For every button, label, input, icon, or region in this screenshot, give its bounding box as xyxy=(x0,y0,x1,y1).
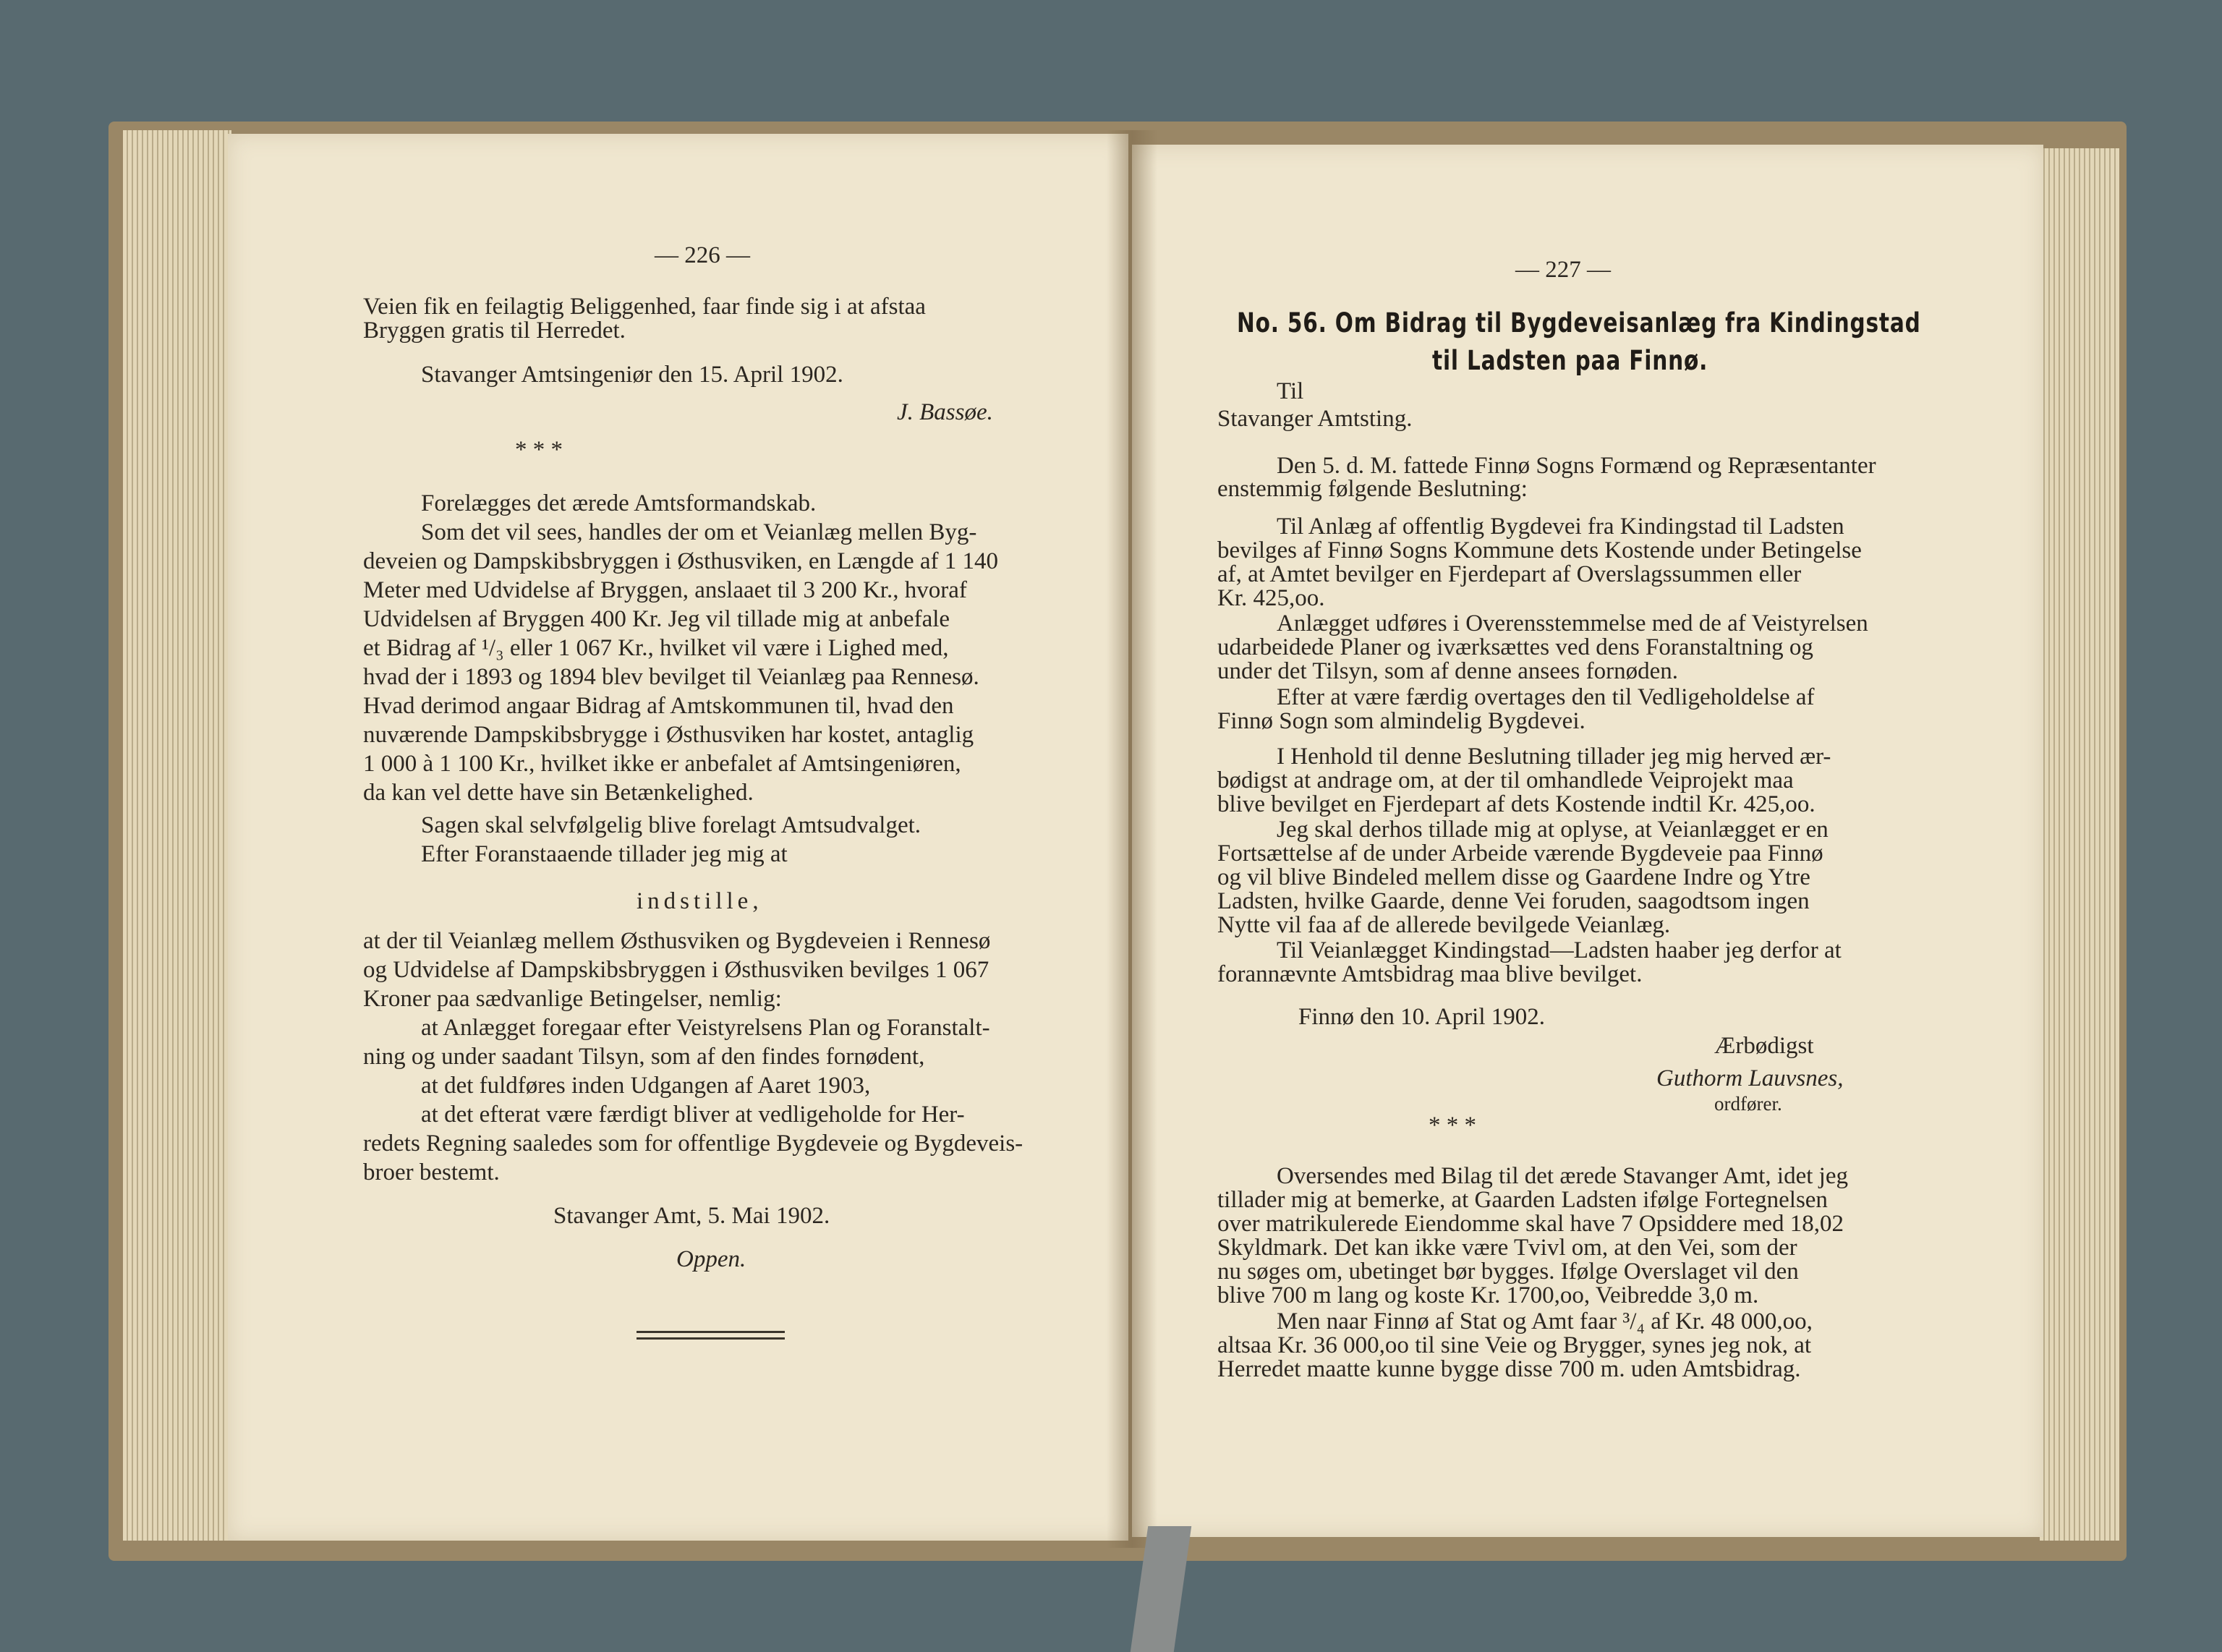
text-line: altsaa Kr. 36 000,oo til sine Veie og Brygger, synes jeg nok, at xyxy=(1217,1332,1812,1358)
text-line: Til xyxy=(1277,378,1304,404)
text-line: udarbeidede Planer og iværksættes ved dens Foranstaltning og xyxy=(1217,634,1813,660)
text-line: og Udvidelse af Dampskibsbryggen i Østhusviken bevilges 1 067 xyxy=(363,957,989,983)
book-gutter xyxy=(1107,130,1157,1548)
proposal-heading: indstille, xyxy=(637,888,763,914)
text-line: Herredet maatte kunne bygge disse 700 m. uden Amtsbidrag. xyxy=(1217,1356,1801,1382)
text-line: Til Veianlægget Kindingstad—Ladsten haaber jeg derfor at xyxy=(1277,937,1842,963)
text-line: og vil blive Bindeled mellem disse og Gaardene Indre og Ytre xyxy=(1217,864,1810,890)
text-line: Skyldmark. Det kan ikke være Tvivl om, at den Vei, som der xyxy=(1217,1235,1797,1261)
text-line: Som det vil sees, handles der om et Veianlæg mellen Byg- xyxy=(421,519,977,545)
text-line: at Anlægget foregaar efter Veistyrelsens Plan og Foranstalt- xyxy=(421,1015,990,1041)
text-line: tillader mig at bemerke, at Gaarden Ladsten ifølge Fortegnelsen xyxy=(1217,1187,1828,1213)
double-rule xyxy=(637,1337,785,1340)
text-line: 1 000 à 1 100 Kr., hvilket ikke er anbefalet af Amtsingeniøren, xyxy=(363,751,961,777)
signature-title: ordfører. xyxy=(1714,1093,1782,1115)
text-line: Udvidelsen af Bryggen 400 Kr. Jeg vil tillade mig at anbefale xyxy=(363,606,950,632)
text-line: at der til Veianlæg mellem Østhusviken og Bygdeveien i Rennesø xyxy=(363,928,991,954)
text-line: Sagen skal selvfølgelig blive forelagt Amtsudvalget. xyxy=(421,812,921,838)
text-line: redets Regning saaledes som for offentlige Bygdeveie og Bygdeveis- xyxy=(363,1131,1023,1157)
section-heading: til Ladsten paa Finnø. xyxy=(1432,345,1708,376)
text-line: over matrikulerede Eiendomme skal have 7 Opsiddere med 18,02 xyxy=(1217,1211,1844,1237)
text-line: da kan vel dette have sin Betænkelighed. xyxy=(363,780,754,806)
text-line: Jeg skal derhos tillade mig at oplyse, at Veianlægget er en xyxy=(1277,817,1829,843)
closing-salutation: Ærbødigst xyxy=(1714,1033,1814,1059)
signature-name: Oppen. xyxy=(676,1246,746,1272)
text-line: bevilges af Finnø Sogns Kommune dets Kostende under Betingelse xyxy=(1217,537,1862,563)
text-line: forannævnte Amtsbidrag maa blive bevilget. xyxy=(1217,961,1643,987)
text-line: Den 5. d. M. fattede Finnø Sogns Formænd og Repræsentanter xyxy=(1277,453,1876,479)
text-line: Finnø Sogn som almindelig Bygdevei. xyxy=(1217,708,1585,734)
text-line: deveien og Dampskibsbryggen i Østhusviken, en Længde af 1 140 xyxy=(363,548,999,574)
text-line: nu søges om, ubetinget bør bygges. Ifølge Overslaget vil den xyxy=(1217,1259,1799,1285)
text-line: Efter Foranstaaende tillader jeg mig at xyxy=(421,841,788,867)
text-line: Anlægget udføres i Overensstemmelse med de af Veistyrelsen xyxy=(1277,610,1868,636)
section-separator: * * * xyxy=(515,437,563,463)
signature-date: Finnø den 10. April 1902. xyxy=(1298,1004,1546,1030)
text-line: Fortsættelse af de under Arbeide værende Bygdeveie paa Finnø xyxy=(1217,840,1823,867)
text-line: enstemmig følgende Beslutning: xyxy=(1217,476,1528,502)
text-line: af, at Amtet bevilger en Fjerdepart af Overslagssummen eller xyxy=(1217,561,1802,587)
text-line: ning og under saadant Tilsyn, som af den findes fornødent, xyxy=(363,1044,925,1070)
text-line: broer bestemt. xyxy=(363,1159,500,1185)
text-line: hvad der i 1893 og 1894 blev bevilget til Veianlæg paa Rennesø. xyxy=(363,664,979,690)
signature-name: Guthorm Lauvsnes, xyxy=(1656,1065,1844,1091)
text-line: Til Anlæg af offentlig Bygdevei fra Kindingstad til Ladsten xyxy=(1277,514,1844,540)
section-separator: * * * xyxy=(1429,1112,1476,1138)
text-line: Men naar Finnø af Stat og Amt faar ³/₄ af Kr. 48 000,oo, xyxy=(1277,1308,1813,1334)
text-line: blive bevilget en Fjerdepart af dets Kostende indtil Kr. 425,oo. xyxy=(1217,791,1816,817)
text-line: bødigst at andrage om, at der til omhandlede Veiprojekt maa xyxy=(1217,767,1794,793)
text-line: Oversendes med Bilag til det ærede Stavanger Amt, idet jeg xyxy=(1277,1163,1848,1189)
signature-name: J. Bassøe. xyxy=(897,399,993,425)
text-line: Bryggen gratis til Herredet. xyxy=(363,318,626,344)
section-heading: No. 56. Om Bidrag til Bygdeveisanlæg fra Kindingstad xyxy=(1237,307,1921,339)
text-line: Efter at være færdig overtages den til Vedligeholdelse af xyxy=(1277,684,1815,710)
text-line: Forelægges det ærede Amtsformandskab. xyxy=(421,490,817,516)
text-line: blive 700 m lang og koste Kr. 1700,oo, Veibredde 3,0 m. xyxy=(1217,1282,1759,1308)
page-edges-left xyxy=(123,130,231,1541)
text-line: Stavanger Amtsting. xyxy=(1217,406,1413,432)
signature-date: Stavanger Amtsingeniør den 15. April 1902. xyxy=(421,362,843,388)
text-line: Veien fik en feilagtig Beliggenhed, faar finde sig i at afstaa xyxy=(363,294,926,320)
page-number-227: — 227 — xyxy=(1515,257,1611,283)
text-line: I Henhold til denne Beslutning tillader jeg mig herved ær- xyxy=(1277,744,1831,770)
text-line: Meter med Udvidelse af Bryggen, anslaaet til 3 200 Kr., hvoraf xyxy=(363,577,967,603)
signature-date: Stavanger Amt, 5. Mai 1902. xyxy=(553,1203,830,1229)
text-line: at det fuldføres inden Udgangen af Aaret 1903, xyxy=(421,1073,871,1099)
text-line: Hvad derimod angaar Bidrag af Amtskommunen til, hvad den xyxy=(363,693,954,719)
text-line: Kr. 425,oo. xyxy=(1217,585,1325,611)
text-line: Ladsten, hvilke Gaarde, denne Vei foruden, saagodtsom ingen xyxy=(1217,888,1810,914)
text-line: et Bidrag af ¹/₃ eller 1 067 Kr., hvilket vil være i Lighed med, xyxy=(363,635,949,661)
text-line: at det efterat være færdigt bliver at vedligeholde for Her- xyxy=(421,1102,965,1128)
double-rule xyxy=(637,1331,785,1333)
page-number-226: — 226 — xyxy=(655,242,750,268)
text-line: Nytte vil faa af de allerede bevilgede Veianlæg. xyxy=(1217,912,1671,938)
text-line: nuværende Dampskibsbrygge i Østhusviken har kostet, antaglig xyxy=(363,722,974,748)
text-line: Kroner paa sædvanlige Betingelser, nemlig: xyxy=(363,986,782,1012)
page-edges-right xyxy=(2040,148,2119,1541)
text-line: under det Tilsyn, som af denne ansees fornøden. xyxy=(1217,658,1678,684)
